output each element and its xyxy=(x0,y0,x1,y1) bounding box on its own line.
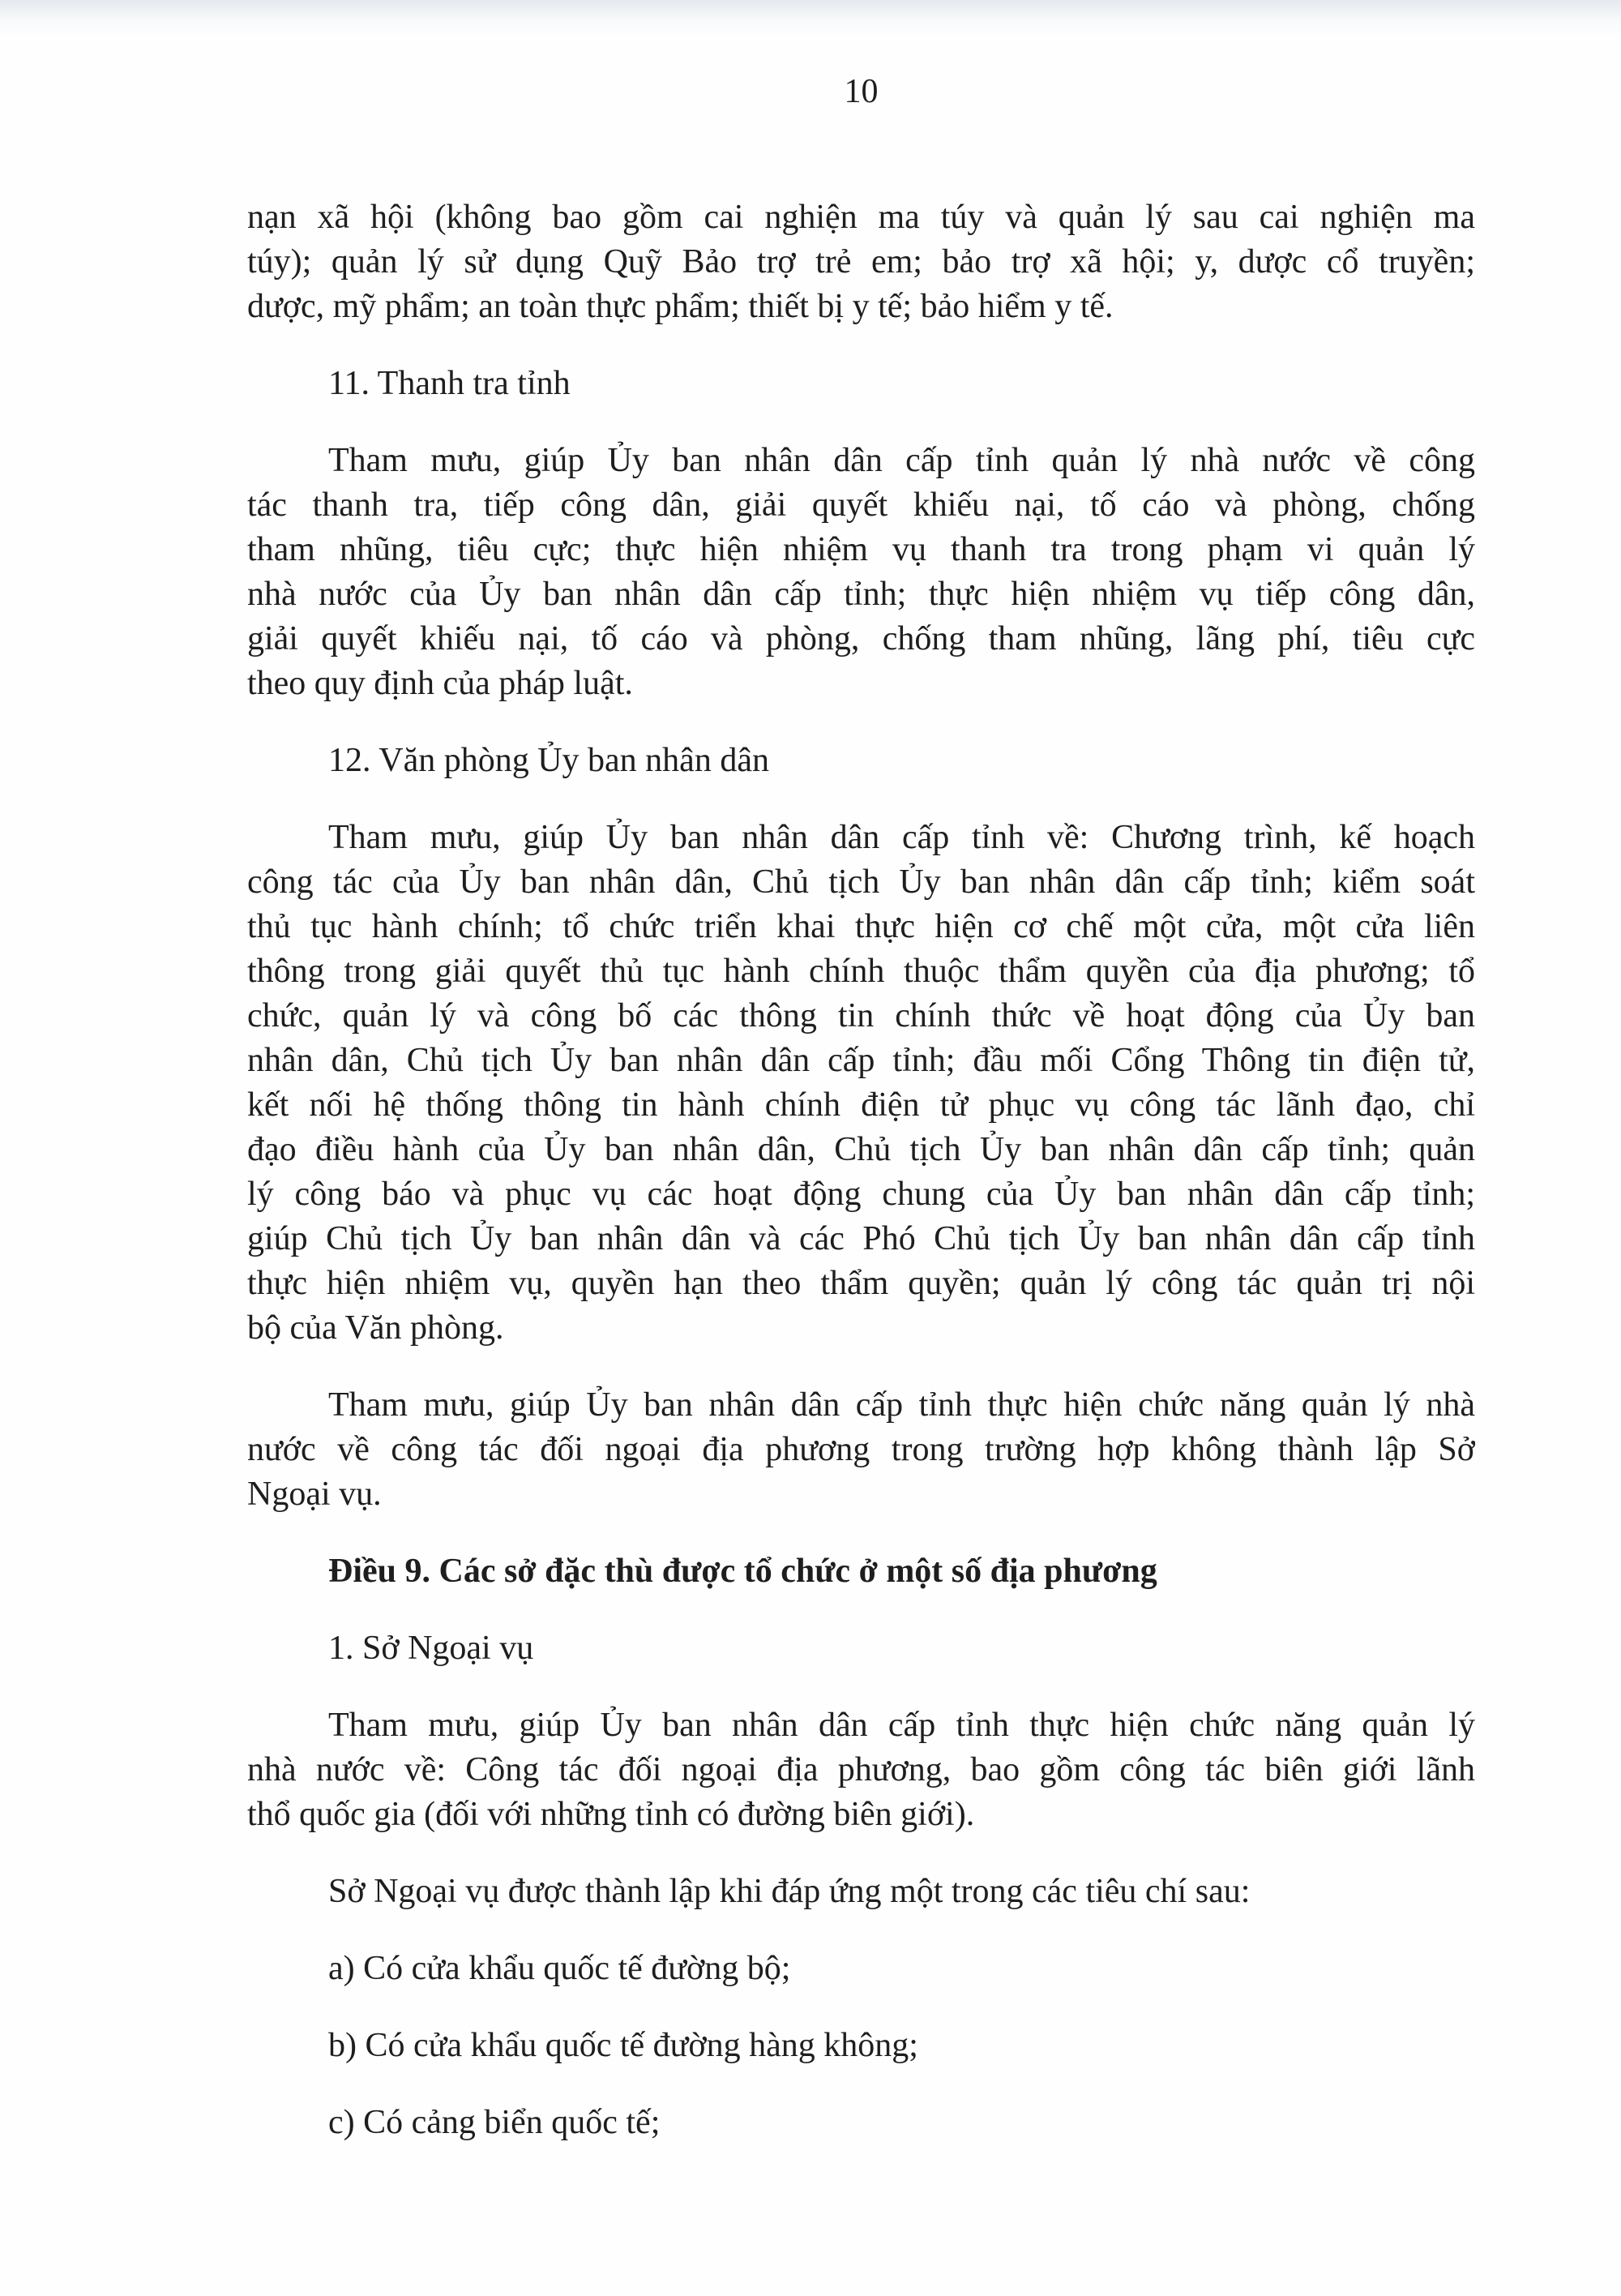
paragraph-tieu-chi-thanh-lap-line-1: Sở Ngoại vụ được thành lập khi đáp ứng một trong các tiêu chí sau: xyxy=(328,1873,1251,1910)
paragraph-so-ngoai-vu-chuc-nang-line-3: thổ quốc gia (đối với những tỉnh có đường biên giới). xyxy=(247,1796,975,1833)
paragraph-van-phong-uy-ban-nhan-dan-line-3: thủ tục hành chính; tổ chức triển khai thực hiện cơ chế một cửa, một cửa liên xyxy=(247,908,1475,945)
paragraph-van-phong-uy-ban-nhan-dan-line-8: đạo điều hành của Ủy ban nhân dân, Chủ tịch Ủy ban nhân dân cấp tỉnh; quản xyxy=(247,1131,1475,1168)
paragraph-doi-ngoai-dia-phuong-line-2: nước về công tác đối ngoại địa phương trong trường hợp không thành lập Sở xyxy=(247,1431,1475,1468)
paragraph-thanh-tra-tinh-line-6: theo quy định của pháp luật. xyxy=(247,665,633,702)
paragraph-tieu-chi-thanh-lap xyxy=(247,1870,1475,1914)
paragraph-so-ngoai-vu-chuc-nang-line-2: nhà nước về: Công tác đối ngoại địa phương, bao gồm công tác biên giới lãnh xyxy=(247,1751,1475,1788)
heading-11-thanh-tra-tinh xyxy=(247,362,1475,406)
heading-dieu-9 xyxy=(247,1549,1475,1594)
paragraph-thanh-tra-tinh-line-1: Tham mưu, giúp Ủy ban nhân dân cấp tỉnh quản lý nhà nước về công xyxy=(328,442,1475,479)
paragraph-so-ngoai-vu-chuc-nang xyxy=(247,1703,1475,1837)
paragraph-continuation-social-affairs-line-2: túy); quản lý sử dụng Quỹ Bảo trợ trẻ em; bảo trợ xã hội; y, dược cổ truyền; xyxy=(247,243,1475,281)
paragraph-thanh-tra-tinh-line-5: giải quyết khiếu nại, tố cáo và phòng, chống tham nhũng, lãng phí, tiêu cực xyxy=(247,620,1475,658)
heading-12-van-phong-uy-ban-nhan-dan-line-1: 12. Văn phòng Ủy ban nhân dân xyxy=(328,742,769,779)
paragraph-van-phong-uy-ban-nhan-dan-line-11: thực hiện nhiệm vụ, quyền hạn theo thẩm quyền; quản lý công tác quản trị nội xyxy=(247,1265,1475,1302)
paragraph-doi-ngoai-dia-phuong-line-3: Ngoại vụ. xyxy=(247,1476,382,1513)
paragraph-continuation-social-affairs-line-1: nạn xã hội (không bao gồm cai nghiện ma túy và quản lý sau cai nghiện ma xyxy=(247,199,1475,236)
paragraph-thanh-tra-tinh-line-3: tham nhũng, tiêu cực; thực hiện nhiệm vụ thanh tra trong phạm vi quản lý xyxy=(247,531,1475,568)
list-item-c-line-1: c) Có cảng biển quốc tế; xyxy=(328,2104,661,2141)
heading-11-thanh-tra-tinh-line-1: 11. Thanh tra tỉnh xyxy=(328,365,571,402)
list-item-b-line-1: b) Có cửa khẩu quốc tế đường hàng không; xyxy=(328,2027,918,2064)
list-item-c xyxy=(247,2101,1475,2145)
list-item-a xyxy=(247,1947,1475,1991)
paragraph-so-ngoai-vu-chuc-nang-line-1: Tham mưu, giúp Ủy ban nhân dân cấp tỉnh thực hiện chức năng quản lý xyxy=(328,1707,1475,1744)
paragraph-van-phong-uy-ban-nhan-dan xyxy=(247,816,1475,1351)
paragraph-continuation-social-affairs-line-3: dược, mỹ phẩm; an toàn thực phẩm; thiết bị y tế; bảo hiểm y tế. xyxy=(247,288,1114,325)
heading-12-van-phong-uy-ban-nhan-dan xyxy=(247,739,1475,783)
paragraph-doi-ngoai-dia-phuong xyxy=(247,1383,1475,1517)
paragraph-doi-ngoai-dia-phuong-line-1: Tham mưu, giúp Ủy ban nhân dân cấp tỉnh thực hiện chức năng quản lý nhà xyxy=(328,1386,1475,1424)
list-item-a-line-1: a) Có cửa khẩu quốc tế đường bộ; xyxy=(328,1950,791,1987)
paragraph-van-phong-uy-ban-nhan-dan-line-10: giúp Chủ tịch Ủy ban nhân dân và các Phó Chủ tịch Ủy ban nhân dân cấp tỉnh xyxy=(247,1220,1475,1257)
document-body xyxy=(247,195,1475,2145)
heading-dieu-9-line-1: Điều 9. Các sở đặc thù được tổ chức ở một số địa phương xyxy=(328,1553,1157,1590)
paragraph-van-phong-uy-ban-nhan-dan-line-1: Tham mưu, giúp Ủy ban nhân dân cấp tỉnh về: Chương trình, kế hoạch xyxy=(328,819,1475,856)
paragraph-van-phong-uy-ban-nhan-dan-line-2: công tác của Ủy ban nhân dân, Chủ tịch Ủy ban nhân dân cấp tỉnh; kiểm soát xyxy=(247,863,1475,901)
list-item-b xyxy=(247,2024,1475,2068)
paragraph-thanh-tra-tinh-line-2: tác thanh tra, tiếp công dân, giải quyết khiếu nại, tố cáo và phòng, chống xyxy=(247,486,1475,524)
paragraph-van-phong-uy-ban-nhan-dan-line-4: thông trong giải quyết thủ tục hành chính thuộc thẩm quyền của địa phương; tổ xyxy=(247,953,1475,990)
paragraph-van-phong-uy-ban-nhan-dan-line-12: bộ của Văn phòng. xyxy=(247,1309,504,1347)
paragraph-continuation-social-affairs xyxy=(247,195,1475,329)
paragraph-van-phong-uy-ban-nhan-dan-line-5: chức, quản lý và công bố các thông tin chính thức về hoạt động của Ủy ban xyxy=(247,997,1475,1034)
paragraph-van-phong-uy-ban-nhan-dan-line-7: kết nối hệ thống thông tin hành chính điện tử phục vụ công tác lãnh đạo, chỉ xyxy=(247,1086,1475,1124)
paragraph-van-phong-uy-ban-nhan-dan-line-9: lý công báo và phục vụ các hoạt động chung của Ủy ban nhân dân cấp tỉnh; xyxy=(247,1176,1475,1213)
paragraph-thanh-tra-tinh xyxy=(247,439,1475,706)
heading-1-so-ngoai-vu-line-1: 1. Sở Ngoại vụ xyxy=(328,1630,534,1667)
paragraph-van-phong-uy-ban-nhan-dan-line-6: nhân dân, Chủ tịch Ủy ban nhân dân cấp tỉnh; đầu mối Cổng Thông tin điện tử, xyxy=(247,1042,1475,1079)
page-number: 10 xyxy=(844,73,879,110)
paragraph-thanh-tra-tinh-line-4: nhà nước của Ủy ban nhân dân cấp tỉnh; thực hiện nhiệm vụ tiếp công dân, xyxy=(247,576,1475,613)
heading-1-so-ngoai-vu xyxy=(247,1626,1475,1671)
